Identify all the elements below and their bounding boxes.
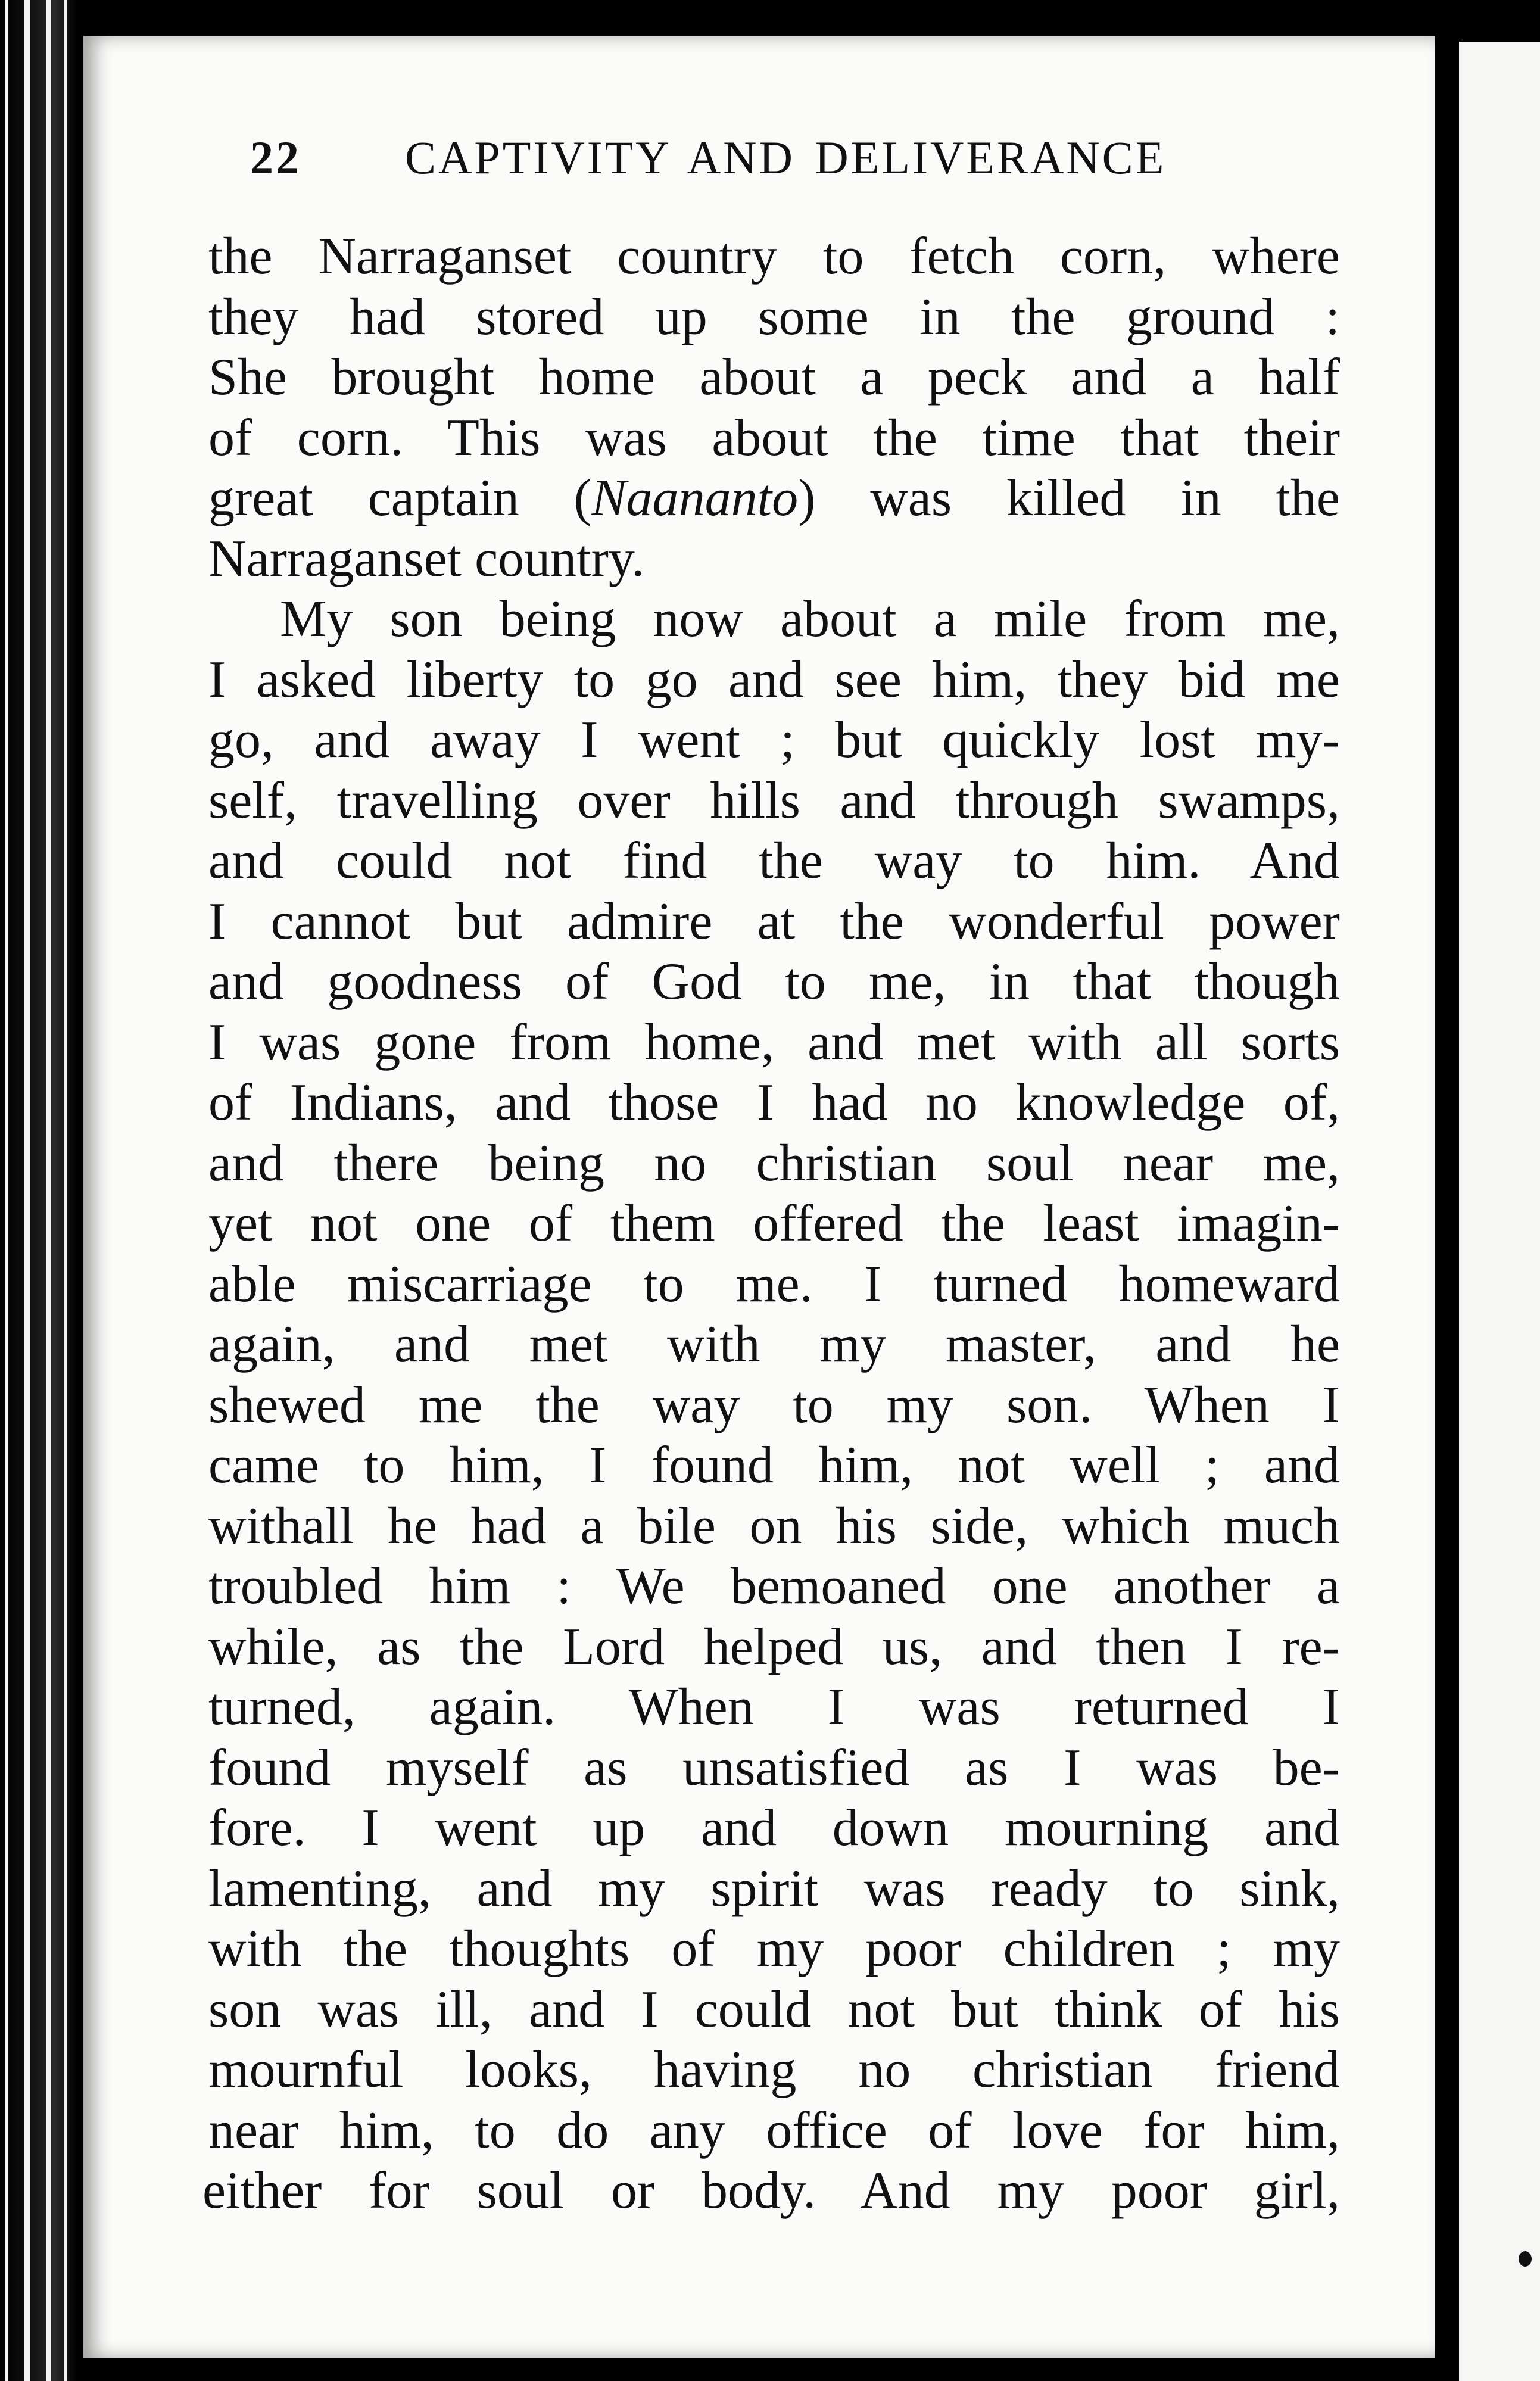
text-line: son was ill, and I could not but think of his — [208, 1980, 1340, 2039]
text-line: they had stored up some in the ground : — [208, 288, 1340, 346]
text-line: fore. I went up and down mourning and — [208, 1799, 1340, 1857]
text-line: Narraganset country. — [208, 529, 645, 588]
text-line: troubled him : We bemoaned one another a — [208, 1557, 1340, 1615]
page-number: 22 — [250, 132, 301, 183]
text-line: of corn. This was about the time that their — [208, 409, 1340, 467]
paragraph-first-line: My son being now about a mile from me, — [280, 590, 1340, 648]
text-line: I cannot but admire at the wonderful power — [208, 892, 1340, 950]
spine-page-edge — [5, 0, 8, 2381]
text-line: able miscarriage to me. I turned homeward — [208, 1255, 1340, 1313]
text-line: and could not find the way to him. And — [208, 832, 1340, 890]
running-head — [250, 119, 1274, 197]
text-line: and there being no christian soul near me, — [208, 1134, 1340, 1192]
text-line: the Narraganset country to fetch corn, where — [208, 227, 1340, 285]
text-line: near him, to do any office of love for him, — [208, 2101, 1340, 2159]
text-line: came to him, I found him, not well ; and — [208, 1436, 1340, 1494]
text-line: withall he had a bile on his side, which much — [208, 1497, 1340, 1555]
text-line — [208, 468, 1340, 529]
text-run: great captain ( — [208, 469, 591, 527]
text-line: I was gone from home, and met with all sorts — [208, 1013, 1340, 1071]
text-line: again, and met with my master, and he — [208, 1316, 1340, 1373]
text-line: turned, again. When I was returned I — [208, 1678, 1340, 1736]
text-line: shewed me the way to my son. When I — [208, 1376, 1340, 1434]
text-line: lamenting, and my spirit was ready to sink, — [208, 1859, 1340, 1918]
text-line: She brought home about a peck and a half — [208, 348, 1340, 406]
running-title: CAPTIVITY AND DELIVERANCE — [405, 132, 1167, 183]
text-line: found myself as unsatisfied as I was be- — [208, 1738, 1340, 1797]
ink-mark — [1519, 2251, 1532, 2267]
text-line: yet not one of them offered the least imagin- — [208, 1195, 1340, 1252]
text-line: while, as the Lord helped us, and then I re- — [208, 1618, 1340, 1676]
spine-page-edge — [64, 0, 67, 2381]
text-line: I asked liberty to go and see him, they bid me — [208, 650, 1340, 709]
text-line: and goodness of God to me, in that though — [208, 953, 1340, 1011]
facing-page-edge — [1459, 42, 1540, 2381]
body-text — [202, 226, 1340, 2269]
spine-page-edge — [46, 0, 51, 2381]
text-line: mournful looks, having no christian friend — [208, 2041, 1340, 2099]
text-line: with the thoughts of my poor children ; my — [208, 1920, 1340, 1978]
text-line: either for soul or body. And my poor girl, — [202, 2162, 1340, 2220]
text-line: go, and away I went ; but quickly lost my- — [208, 711, 1340, 769]
italic-name: Naananto — [591, 469, 799, 527]
text-run: ) was killed in the — [798, 469, 1340, 527]
spine-page-edge — [24, 0, 30, 2381]
text-line: of Indians, and those I had no knowledge of, — [208, 1074, 1340, 1132]
text-line: self, travelling over hills and through swamps, — [208, 771, 1340, 830]
page-gutter — [1435, 0, 1459, 2381]
